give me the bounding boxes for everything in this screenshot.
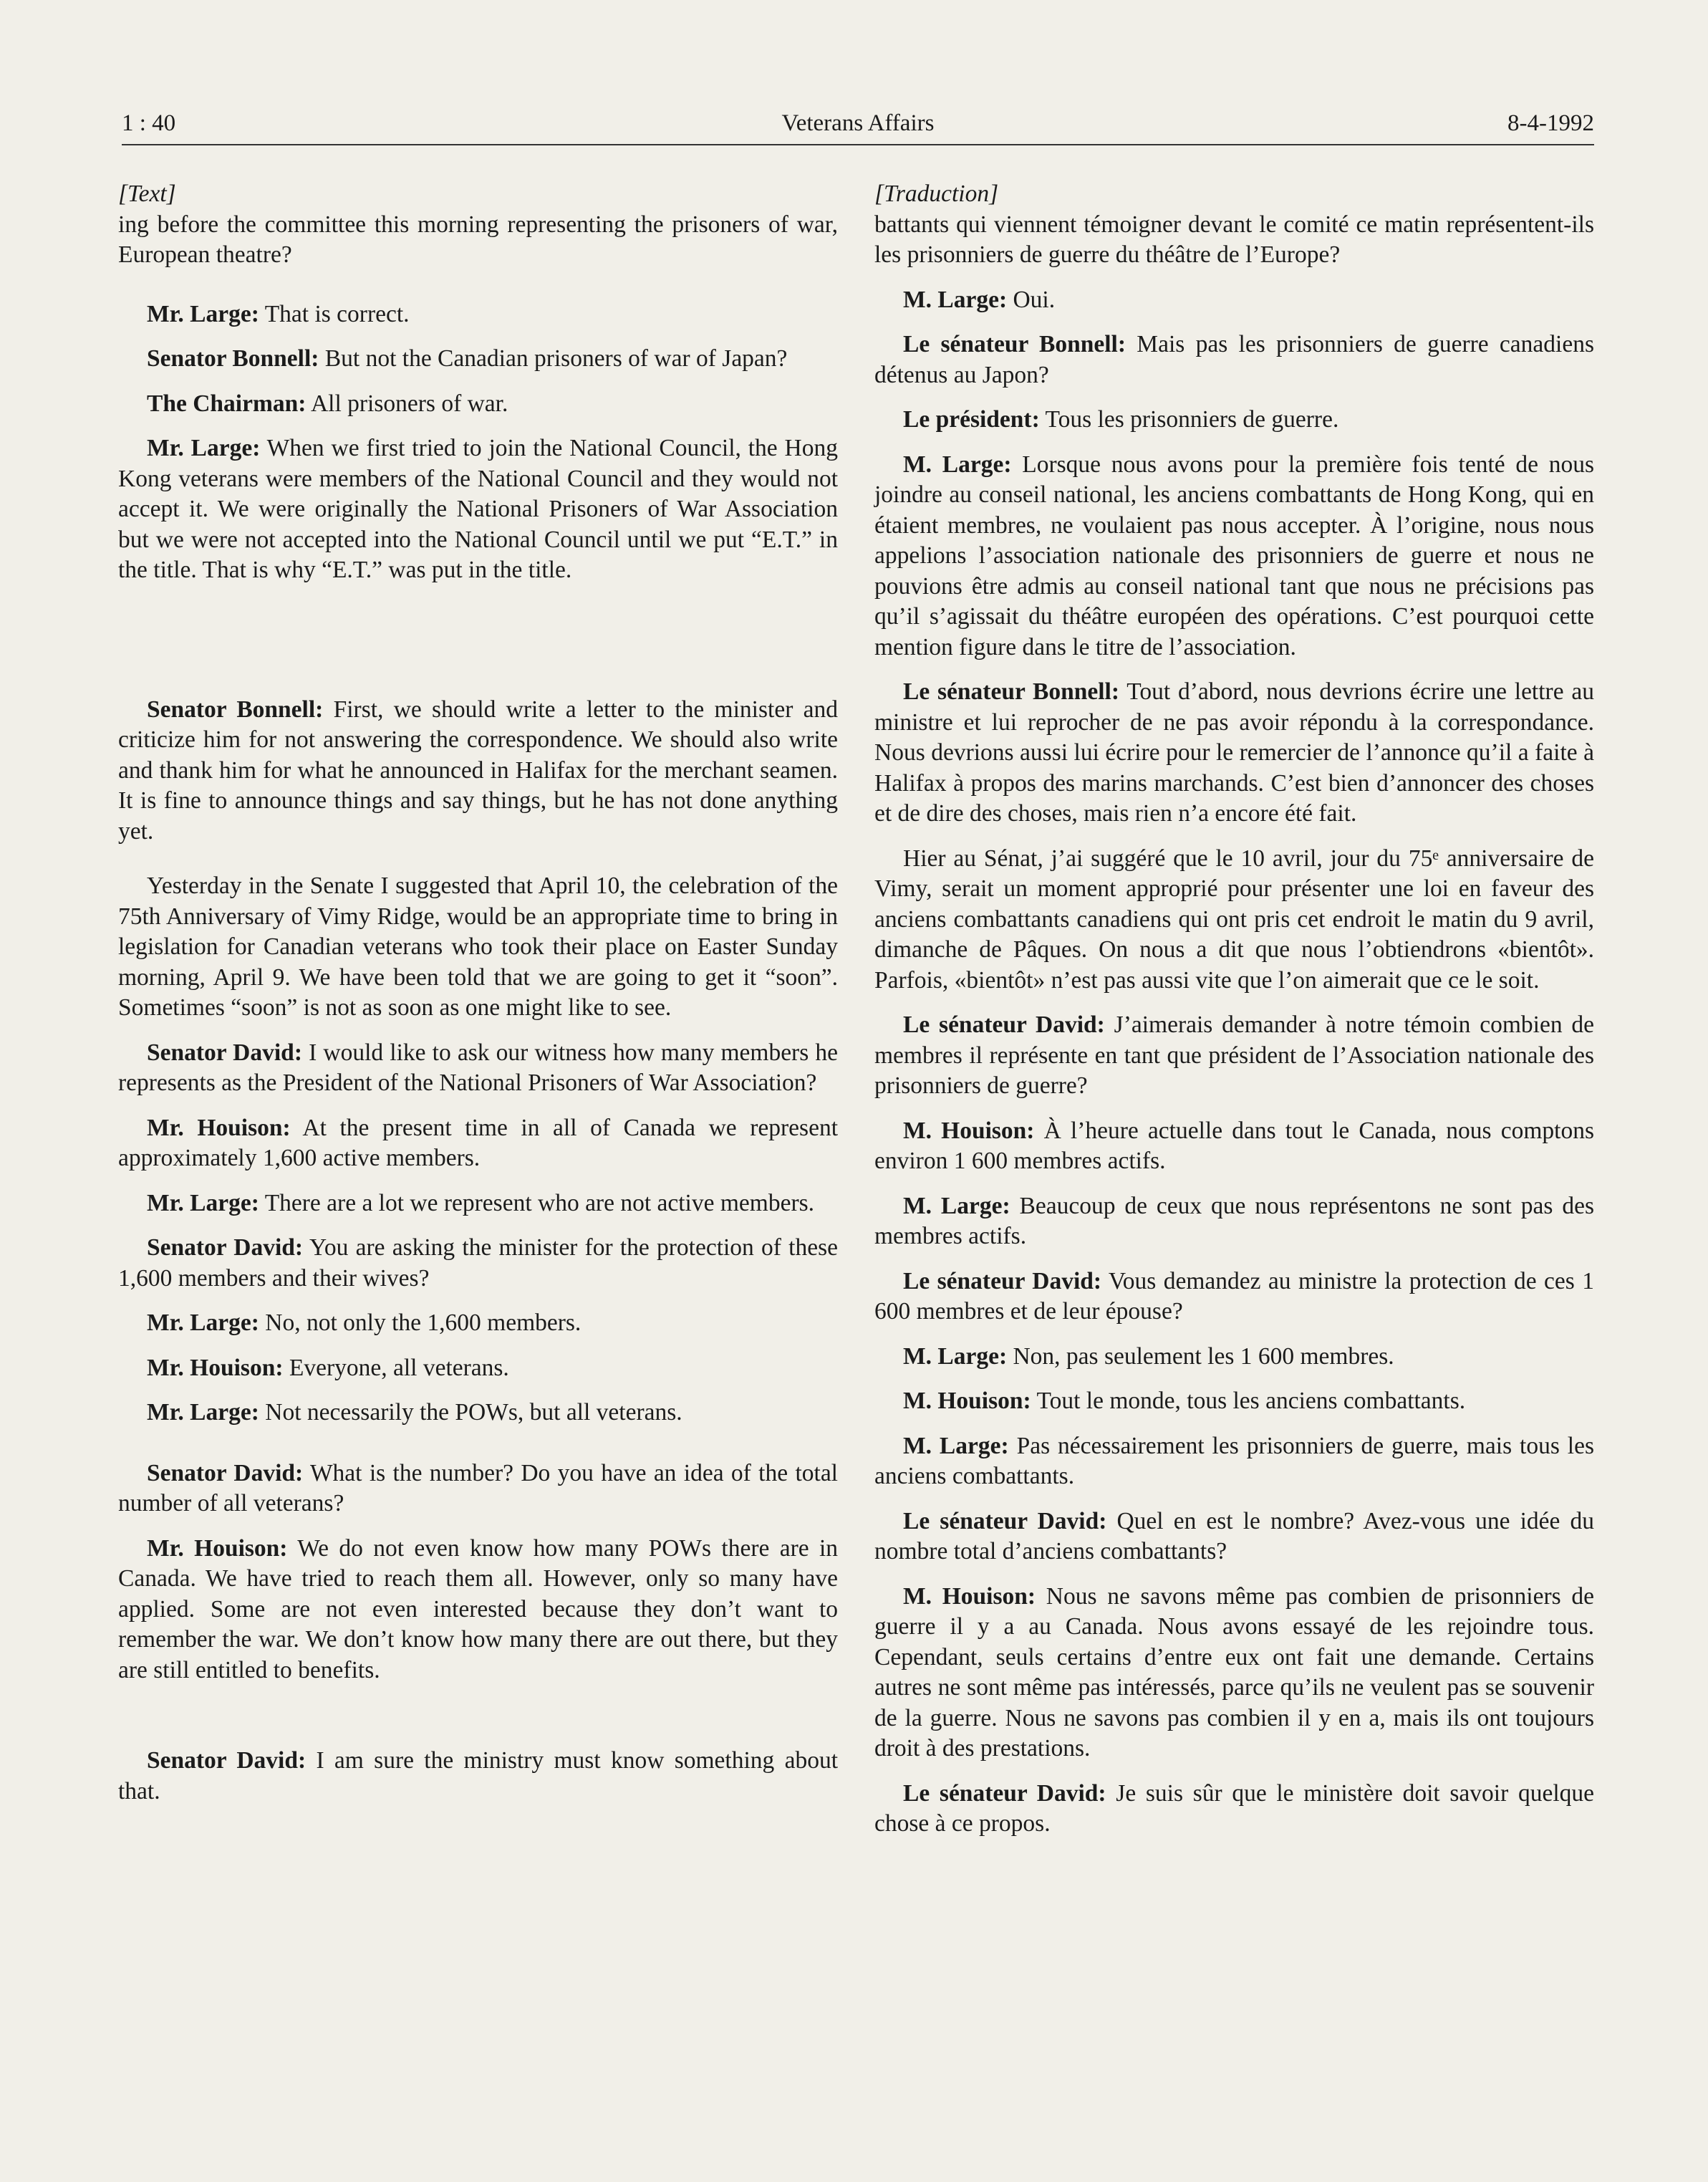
page-number: 1 : 40 [122, 110, 176, 136]
lead-paragraph: battants qui viennent témoigner devant le comité ce matin représentent-ils les prisonniers de guerre du théâtre de l’Europe? [874, 211, 1594, 268]
header-rule [122, 144, 1594, 145]
speaker-name: Le sénateur David: [903, 1011, 1105, 1038]
speech [874, 405, 1594, 436]
speech [118, 1188, 838, 1219]
speech [118, 1308, 838, 1339]
speech [118, 389, 838, 420]
speaker-name: Le sénateur Bonnell: [903, 678, 1120, 705]
speech-text: At the present time in all of Canada we represent approximately 1,600 active members. [118, 1114, 839, 1171]
speaker-name: Mr. Large: [147, 300, 259, 327]
speaker-name: Senator David: [147, 1459, 304, 1486]
speech-text: That is correct. [264, 300, 410, 327]
speech-text: Everyone, all veterans. [289, 1354, 509, 1381]
column-gap [118, 1443, 838, 1458]
speech [874, 285, 1594, 316]
speaker-name: Mr. Large: [147, 1309, 259, 1336]
speech-text: Je suis sûr que le ministère doit savoir quelque chose à ce propos. [874, 1779, 1594, 1837]
column-gap [118, 861, 838, 871]
speech-text: Nous ne savons même pas combien de prisonniers de guerre il y a au Canada. Nous avons essayé de les rejoindre tous. Cependant, seuls certains d’entre eux ont fait une demande. Certains autres ne sont même pas intéressés, parce qu’ils ne veulent pas se souvenir de la guerre. Nous ne savons pas combien il y en a, mais ils ont toujours droit à des prestations. [874, 1582, 1594, 1762]
speech [874, 1386, 1594, 1417]
speech-text: All prisoners of war. [310, 390, 508, 417]
speaker-name: Mr. Houison: [147, 1114, 291, 1141]
speech [874, 1267, 1594, 1327]
speaker-name: Mr. Large: [147, 1189, 259, 1216]
speech-text: Lorsque nous avons pour la première fois tenté de nous joindre au conseil national, les anciens combattants de Hong Kong, qui en étaient membres, ne voulaient pas nous accepter. À l’origine, nous nous appelions l’association nationale des prisonniers de guerre et nous ne pouvions être admis au conseil national tant que nous ne précisions pas qu’il s’agissait du théâtre européen des opérations. C’est pourquoi cette mention figure dans le titre de l’association. [874, 451, 1595, 660]
speech [874, 1779, 1594, 1840]
speech [118, 1233, 838, 1294]
speech [118, 299, 838, 330]
speech [118, 1353, 838, 1384]
speech-text: Tout le monde, tous les anciens combattants. [1036, 1388, 1466, 1414]
speech-text: No, not only the 1,600 members. [265, 1309, 582, 1336]
speech-text: Non, pas seulement les 1 600 membres. [1013, 1342, 1394, 1370]
column-gap [118, 600, 838, 695]
speech-text: Oui. [1013, 286, 1056, 313]
speaker-name: Senator Bonnell: [147, 696, 324, 723]
speech [874, 1010, 1594, 1102]
speech-text: There are a lot we represent who are not active members. [264, 1189, 815, 1216]
speech [118, 695, 838, 847]
language-tag: [Traduction] [874, 181, 999, 207]
speech [874, 1116, 1594, 1177]
speaker-name: Mr. Houison: [147, 1354, 284, 1381]
speaker-name: The Chairman: [147, 390, 307, 417]
speech [118, 1746, 838, 1807]
speech-text: Hier au Sénat, j’ai suggéré que le 10 avril, jour du 75ᵉ anniversaire de Vimy, serait un moment approprié pour présenter une loi en faveur des anciens combattants canadiens qui ont pris cet endroit le matin du 9 avril, dimanche de Pâques. On nous a dit que nous l’obtiendrons «bientôt». Parfois, «bientôt» n’est pas aussi vite que l’on aimerait que ce le soit. [874, 845, 1594, 994]
speech-text: Tout d’abord, nous devrions écrire une lettre au ministre et lui reprocher de ne pas avoir répondu à la correspondance. Nous devrions aussi lui écrire pour le remercier de l’annonce qu’il a faite à Halifax à propos des marins marchands. C’est bien d’annoncer des choses et de dire des choses, mais rien n’a encore été fait. [874, 678, 1594, 827]
speech-text: First, we should write a letter to the minister and criticize him for not answering the correspondence. We should also write and thank him for what he announced in Halifax for the merchant seamen. It is fine to announce things and say things, but he has not done anything yet. [118, 696, 838, 845]
speech [118, 1534, 838, 1686]
speaker-name: Le sénateur David: [903, 1507, 1107, 1534]
speech [874, 330, 1594, 390]
speech [118, 1398, 838, 1428]
speech-text: Mais pas les prisonniers de guerre canadiens détenus au Japon? [874, 331, 1595, 388]
speech-text: I am sure the ministry must know something about that. [118, 1747, 839, 1804]
speech-text: But not the Canadian prisoners of war of Japan? [324, 345, 788, 372]
speaker-name: Mr. Houison: [147, 1534, 288, 1562]
publication-title: Veterans Affairs [781, 110, 935, 136]
speaker-name: Le sénateur Bonnell: [903, 331, 1126, 357]
speech-text: J’aimerais demander à notre témoin combien de membres il représente en tant que président de l’Association nationale des prisonniers de guerre? [874, 1011, 1595, 1099]
page-date: 8-4-1992 [1507, 110, 1594, 136]
speaker-name: Le sénateur David: [903, 1779, 1106, 1807]
speech [118, 1113, 838, 1174]
speaker-name: Senator David: [147, 1039, 302, 1066]
speech [118, 1038, 838, 1099]
speech-text: We do not even know how many POWs there are in Canada. We have tried to reach them all. However, only so many have applied. Some are not even interested because they don’t want to remember the war. We don’t know how many there are out there, but they are still entitled to benefits. [118, 1534, 839, 1683]
speaker-name: Le sénateur David: [903, 1267, 1102, 1294]
speaker-name: Senator David: [147, 1747, 307, 1774]
speech [118, 1458, 838, 1519]
speaker-name: M. Large: [903, 1192, 1010, 1219]
speech-text: Pas nécessairement les prisonniers de guerre, mais tous les anciens combattants. [874, 1432, 1595, 1489]
speaker-name: M. Houison: [903, 1117, 1035, 1144]
speech-text: Quel en est le nombre? Avez-vous une idée du nombre total d’anciens combattants? [874, 1507, 1594, 1565]
speech-text: Tous les prisonniers de guerre. [1045, 406, 1339, 433]
speech [874, 1342, 1594, 1373]
speaker-name: Le président: [903, 406, 1040, 433]
speech [874, 677, 1594, 830]
speech [874, 1431, 1594, 1492]
speech-text: Not necessarily the POWs, but all veterans. [265, 1399, 682, 1426]
speech-text: When we first tried to join the National Council, the Hong Kong veterans were members of the National Council and they would not accept it. We were originally the National Prisoners of War Association but we were not accepted into the National Council until we put “E.T.” in the title. That is why “E.T.” was put in the title. [118, 435, 838, 583]
speaker-name: Mr. Large: [147, 435, 261, 461]
speech-text: You are asking the minister for the protection of these 1,600 members and their wives? [118, 1234, 838, 1292]
speaker-name: M. Large: [903, 1432, 1009, 1459]
speech-text: Beaucoup de ceux que nous représentons ne sont pas des membres actifs. [874, 1192, 1595, 1249]
column-gap [118, 1700, 838, 1746]
speech [118, 344, 838, 375]
speech-text: Yesterday in the Senate I suggested that April 10, the celebration of the 75th Anniversary of Vimy Ridge, would be an appropriate time to bring in legislation for Canadian veterans who took their place on Easter Sunday morning, April 9. We have been told that we are going to get it “soon”. Sometimes “soon” is not as soon as one might like to see. [118, 873, 838, 1021]
speech [874, 1191, 1594, 1252]
speech [874, 1582, 1594, 1764]
speaker-name: M. Large: [903, 286, 1008, 313]
speaker-name: M. Large: [903, 1342, 1008, 1370]
speech [874, 1506, 1594, 1567]
speaker-name: M. Houison: [903, 1582, 1036, 1610]
speaker-name: Mr. Large: [147, 1399, 259, 1426]
speaker-name: Senator David: [147, 1234, 304, 1261]
speech [874, 844, 1594, 996]
french-column [874, 179, 1594, 1854]
english-column [118, 179, 838, 1821]
speech [118, 871, 838, 1024]
lead-paragraph: ing before the committee this morning representing the prisoners of war, European theatre? [118, 211, 838, 268]
speaker-name: Senator Bonnell: [147, 345, 319, 372]
language-tag: [Text] [118, 181, 176, 207]
speech-text: Vous demandez au ministre la protection de ces 1 600 membres et de leur épouse? [874, 1267, 1594, 1325]
speech-text: À l’heure actuelle dans tout le Canada, nous comptons environ 1 600 membres actifs. [874, 1117, 1594, 1174]
page-header [122, 107, 1594, 139]
speaker-name: M. Large: [903, 451, 1012, 478]
speaker-name: M. Houison: [903, 1388, 1031, 1414]
speech-text: What is the number? Do you have an idea of the total number of all veterans? [118, 1459, 838, 1517]
speech [118, 433, 838, 586]
speech [874, 450, 1594, 663]
speech-text: I would like to ask our witness how many members he represents as the President of the National Prisoners of War Association? [118, 1039, 839, 1096]
